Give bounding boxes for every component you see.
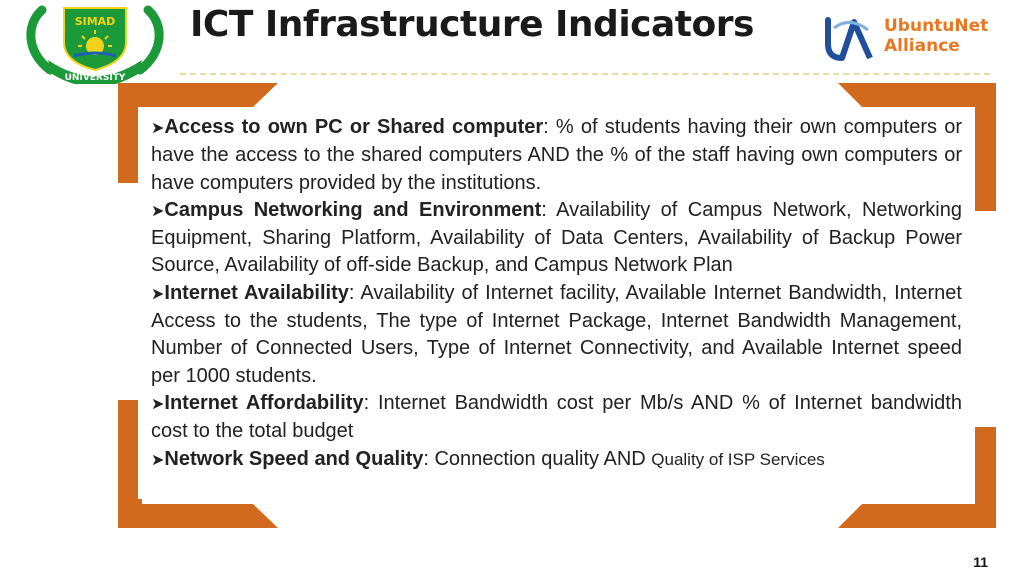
svg-text:UNIVERSITY: UNIVERSITY — [64, 73, 126, 83]
indicator-list — [151, 114, 962, 474]
indicator-description: % of students having their own computers or have the access to the shared computers AND the % of the staff having own computers or have computers provided by the institutions. — [151, 116, 962, 194]
indicator-description: Availability of Campus Network, Networking Equipment, Sharing Platform, Availability of Data Centers, Availability of Backup Power Source, Availability of off-side Backup, and Campus Network Plan — [151, 198, 962, 277]
indicator-label: Network Speed and Quality — [164, 447, 424, 470]
list-item: ➤Network Speed and Quality: Connection quality AND Quality of ISP Services — [151, 447, 825, 470]
indicator-description: Internet Bandwidth cost per Mb/s AND % of Internet bandwidth cost to the total budget — [151, 391, 962, 443]
indicator-description: Connection quality AND — [428, 447, 652, 470]
page-number: 11 — [973, 554, 988, 570]
list-item: ➤Campus Networking and Environment: Availability of Campus Network, Networking Equipment, Sharing Platform, Availability of Data Centers, Availability of Backup Power Source, Availability of off-side Backup, and Campus Network Plan — [151, 198, 962, 277]
list-item: ➤Internet Affordability: Internet Bandwidth cost per Mb/s AND % of Internet bandwidth cost to the total budget — [151, 391, 962, 443]
simad-university-logo — [20, 0, 170, 84]
arrow-bullet-icon: ➤ — [151, 120, 165, 137]
ubuntunet-alliance-logo — [820, 14, 1010, 64]
brand-line-1: UbuntuNet — [884, 16, 989, 36]
indicator-label: Internet Availability — [164, 281, 349, 304]
list-item: ➤Internet Availability: Availability of Internet facility, Available Internet Bandwidth, Internet Access to the students, The type of Internet Package, Internet Bandwidth Management, Number of Connected Users, Type of Internet Connectivity, and Available Internet speed per 1000 students. — [151, 281, 962, 387]
arrow-bullet-icon: ➤ — [151, 285, 165, 303]
indicator-description-small: Quality of ISP Services — [651, 449, 825, 469]
indicator-label: Access to own PC or Shared computer — [164, 116, 544, 138]
arrow-bullet-icon: ➤ — [151, 451, 165, 469]
indicator-description: Availability of Internet facility, Available Internet Bandwidth, Internet Access to the students, The type of Internet Package, Internet Bandwidth Management, Number of Connected Users, Type of Internet Connectivity, and Available Internet speed per 1000 students. — [151, 281, 962, 387]
brand-line-2: Alliance — [884, 36, 960, 56]
list-item: ➤Access to own PC or Shared computer: % of students having their own computers or have the access to the shared computers AND the % of the staff having own computers or have computers provided by the institutions. — [151, 116, 962, 194]
ubuntunet-mark-icon — [820, 14, 880, 64]
indicator-label: Campus Networking and Environment — [164, 198, 542, 221]
svg-text:SIMAD: SIMAD — [74, 15, 116, 28]
arrow-bullet-icon: ➤ — [151, 395, 165, 413]
page-title: ICT Infrastructure Indicators — [190, 4, 754, 45]
indicator-label: Internet Affordability — [164, 391, 364, 414]
header-divider — [180, 73, 990, 75]
arrow-bullet-icon: ➤ — [151, 202, 165, 220]
